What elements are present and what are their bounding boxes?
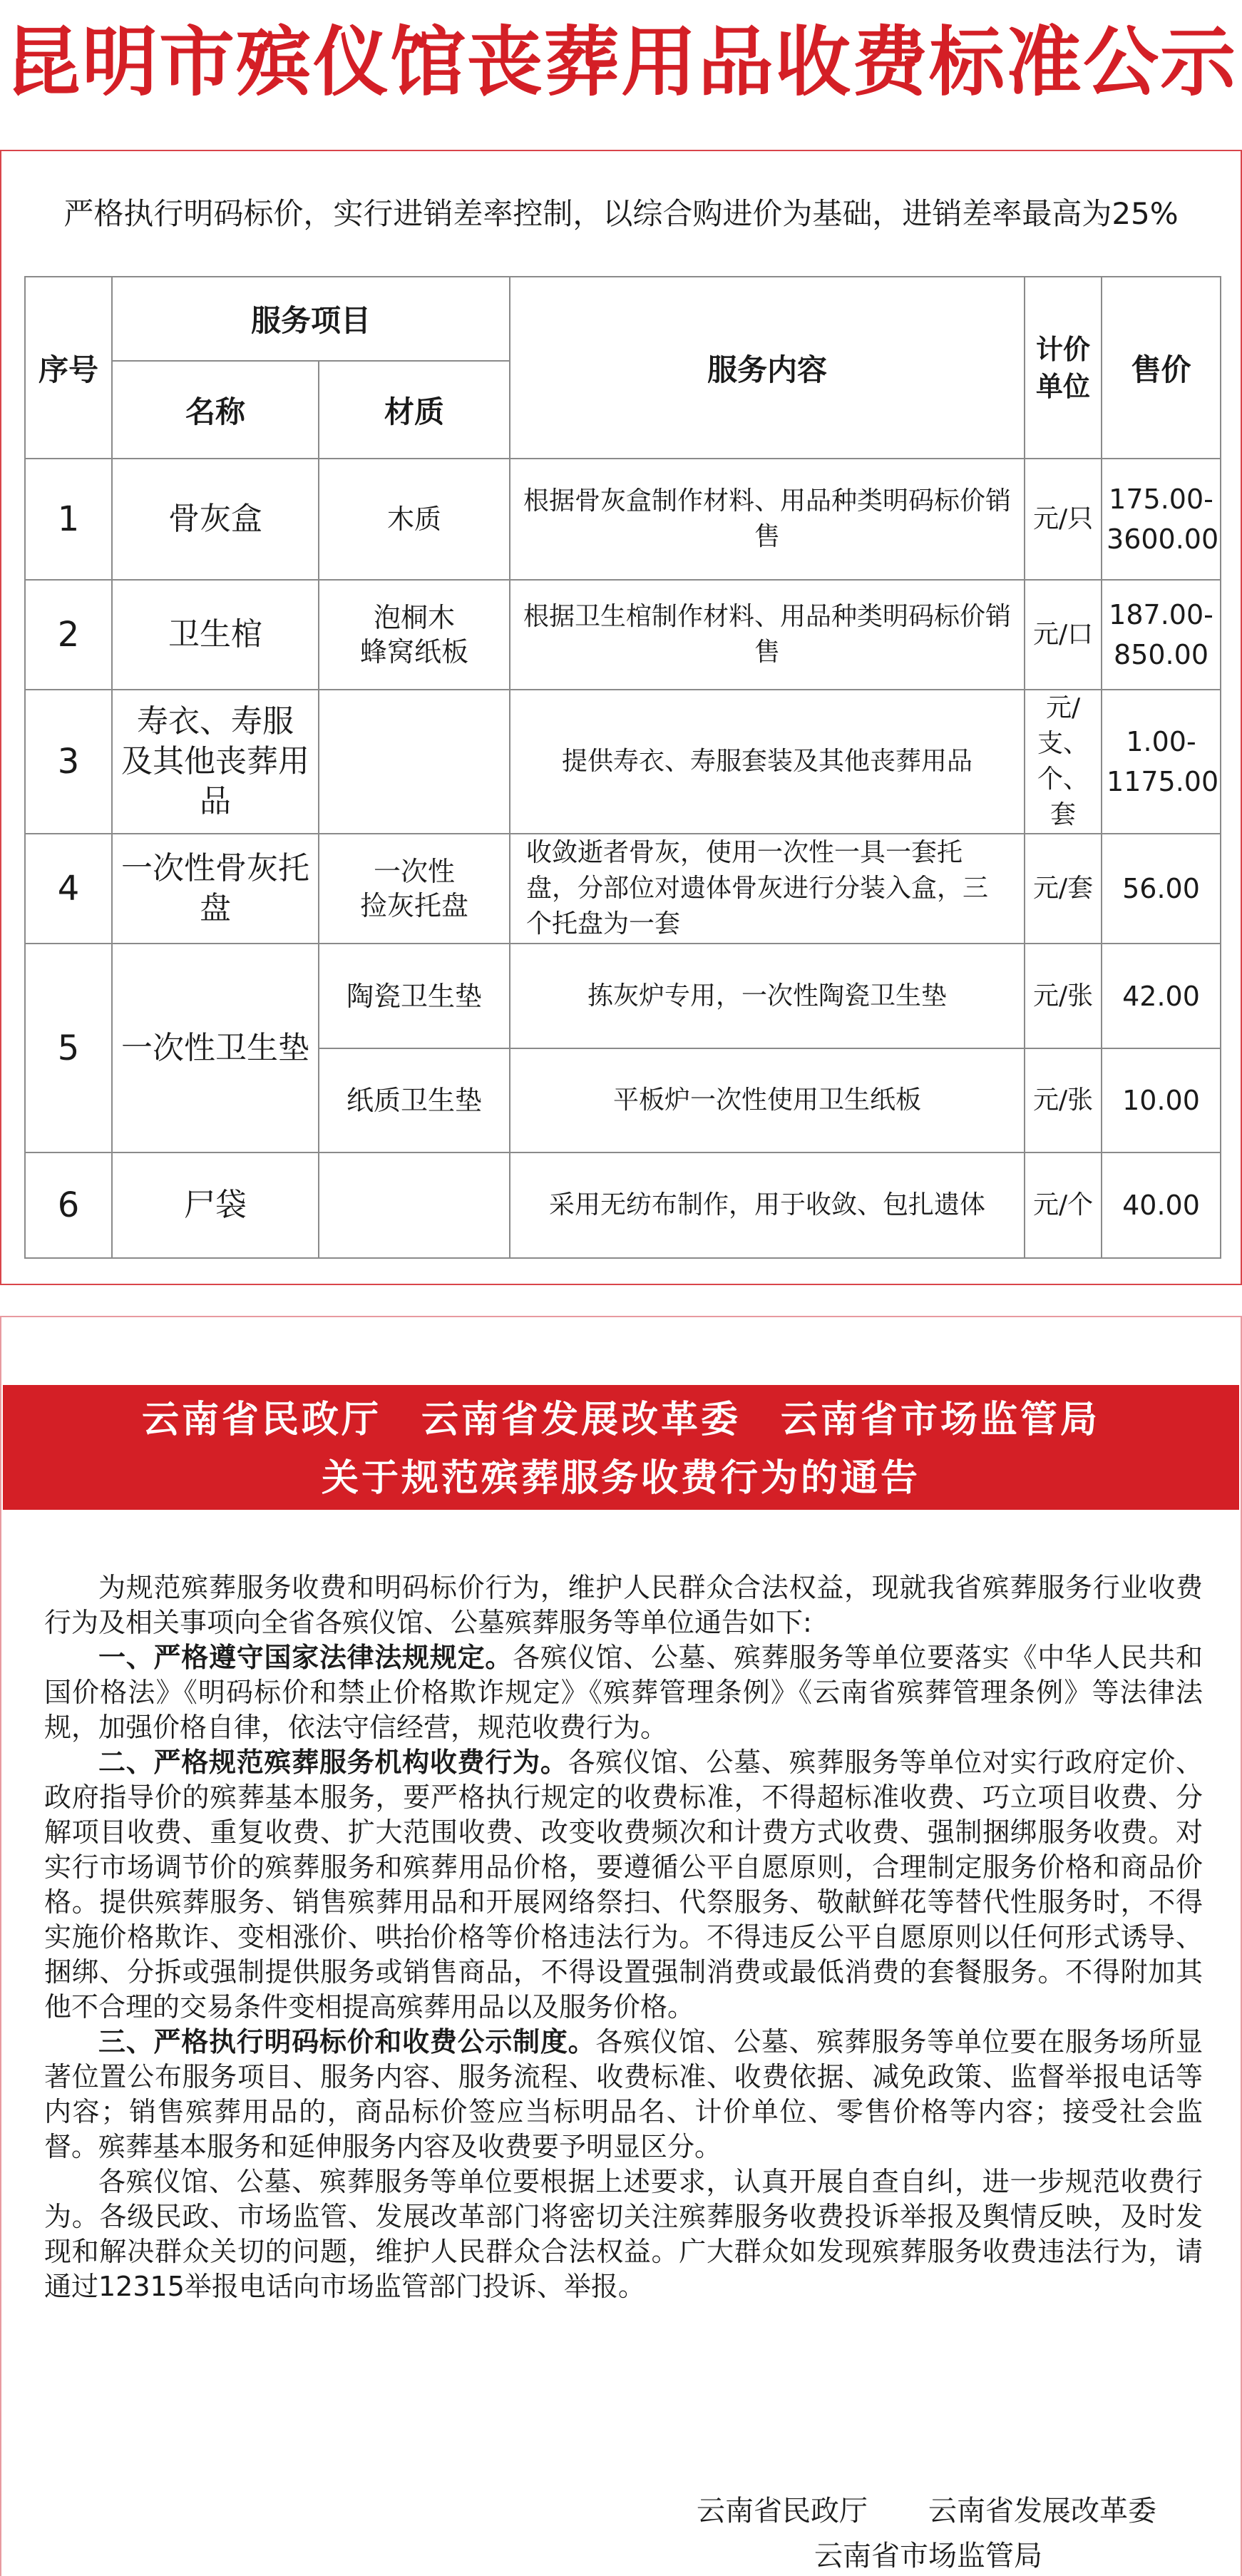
cell-price: 10.00 [1102,1048,1221,1152]
cell-content: 拣灰炉专用，一次性陶瓷卫生垫 [510,944,1025,1048]
header-no: 序号 [25,277,112,459]
cell-price: 187.00-850.00 [1102,580,1221,690]
header-unit: 计价单位 [1025,277,1102,459]
cell-unit: 元/只 [1025,459,1102,580]
cell-no: 3 [25,690,112,834]
header-content: 服务内容 [510,277,1025,459]
banner-issuers: 云南省民政厅 云南省发展改革委 云南省市场监管局 [141,1399,1100,1441]
header-price: 售价 [1102,277,1221,459]
section-heading: 三、严格执行明码标价和收费公示制度。 [98,2026,596,2058]
cell-no: 5 [25,944,112,1152]
notice-paragraph: 为规范殡葬服务收费和明码标价行为，维护人民群众合法权益，现就我省殡葬服务行业收费行为及相关事项向全省各殡仪馆、公墓殡葬服务等单位通告如下: [44,1572,1203,1638]
cell-material [319,1152,510,1258]
section-text: 各殡仪馆、公墓、殡葬服务等单位要落实《中华人民共和国价格法》《明码标价和禁止价格欺诈规定》《殡葬管理条例》《云南省殡葬管理条例》等法律法规，加强价格自律，依法守信经营，规范收费行为。 [44,1642,1203,1743]
header-material: 材质 [319,361,510,459]
page-title: 昆明市殡仪馆丧葬用品收费标准公示 [5,19,1237,106]
notice-panel [0,1316,1242,2576]
cell-price: 1.00-1175.00 [1102,690,1221,834]
cell-content: 提供寿衣、寿服套装及其他丧葬用品 [510,690,1025,834]
cell-content: 采用无纺布制作，用于收敛、包扎遗体 [510,1152,1025,1258]
cell-price: 56.00 [1102,834,1221,944]
notice-banner [3,1385,1239,1510]
signature-market-regulation: 云南省市场监管局 [814,2540,1042,2572]
intro-text: 严格执行明码标价，实行进销差率控制，以综合购进价为基础，进销差率最高为25% [63,196,1179,231]
table-row [25,580,1221,690]
cell-no: 2 [25,580,112,690]
banner-title: 关于规范殡葬服务收费行为的通告 [321,1457,920,1500]
cell-no: 4 [25,834,112,944]
cell-name: 一次性骨灰托盘 [112,834,319,944]
fee-standard-panel [0,150,1242,1285]
cell-unit: 元/张 [1025,944,1102,1048]
cell-material: 纸质卫生垫 [319,1048,510,1152]
notice-body [44,1570,1203,2304]
fee-table [24,276,1221,1259]
cell-name: 尸袋 [112,1152,319,1258]
cell-material: 泡桐木 蜂窝纸板 [319,580,510,690]
notice-paragraph [44,1640,1203,1745]
cell-name: 寿衣、寿服 及其他丧葬用品 [112,690,319,834]
cell-material: 陶瓷卫生垫 [319,944,510,1048]
section-heading: 二、严格规范殡葬服务机构收费行为。 [98,1747,568,1778]
cell-price: 40.00 [1102,1152,1221,1258]
notice-paragraph [44,1745,1203,2025]
cell-name: 骨灰盒 [112,459,319,580]
table-row [25,944,1221,1048]
notice-paragraph: 各殡仪馆、公墓、殡葬服务等单位要根据上述要求，认真开展自查自纠，进一步规范收费行为。各级民政、市场监管、发展改革部门将密切关注殡葬服务收费投诉举报及舆情反映，及时发现和解决群众关切的问题，维护人民群众合法权益。广大群众如发现殡葬服务收费违法行为，请通过12315举报电话向市场监管部门投诉、举报。 [44,2166,1203,2302]
cell-material: 一次性 捡灰托盘 [319,834,510,944]
cell-material [319,690,510,834]
signature-civil-affairs: 云南省民政厅 [697,2495,868,2528]
table-row [25,1152,1221,1258]
cell-content: 根据骨灰盒制作材料、用品种类明码标价销售 [510,459,1025,580]
cell-unit: 元/支、个、套 [1025,690,1102,834]
header-service-item: 服务项目 [112,277,510,361]
cell-name: 一次性卫生垫 [112,944,319,1152]
cell-content: 根据卫生棺制作材料、用品种类明码标价销售 [510,580,1025,690]
section-text: 各殡仪馆、公墓、殡葬服务等单位要在服务场所显著位置公布服务项目、服务内容、服务流程、收费标准、收费依据、减免政策、监督举报电话等内容；销售殡葬用品的，商品标价签应当标明品名、计价单位、零售价格等内容；接受社会监督。殡葬基本服务和延伸服务内容及收费要予明显区分。 [44,2026,1203,2162]
header-name: 名称 [112,361,319,459]
cell-name: 卫生棺 [112,580,319,690]
cell-material: 木质 [319,459,510,580]
cell-unit: 元/个 [1025,1152,1102,1258]
cell-no: 1 [25,459,112,580]
table-row [25,459,1221,580]
cell-no: 6 [25,1152,112,1258]
cell-unit: 元/张 [1025,1048,1102,1152]
cell-content: 平板炉一次性使用卫生纸板 [510,1048,1025,1152]
cell-unit: 元/套 [1025,834,1102,944]
cell-unit: 元/口 [1025,580,1102,690]
cell-content: 收敛逝者骨灰，使用一次性一具一套托盘，分部位对遗体骨灰进行分装入盒，三个托盘为一套 [510,834,1025,944]
table-row [25,690,1221,834]
table-row [25,834,1221,944]
section-text: 各殡仪馆、公墓、殡葬服务等单位对实行政府定价、政府指导价的殡葬基本服务，要严格执行规定的收费标准，不得超标准收费、巧立项目收费、分解项目收费、重复收费、扩大范围收费、改变收费频次和计费方式收费、强制捆绑服务收费。对实行市场调节价的殡葬服务和殡葬用品价格，要遵循公平自愿原则，合理制定服务价格和商品价格。提供殡葬服务、销售殡葬用品和开展网络祭扫、代祭服务、敬献鲜花等替代性服务时，不得实施价格欺诈、变相涨价、哄抬价格等价格违法行为。不得违反公平自愿原则以任何形式诱导、捆绑、分拆或强制提供服务或销售商品，不得设置强制消费或最低消费的套餐服务。不得附加其他不合理的交易条件变相提高殡葬用品以及服务价格。 [44,1747,1203,2023]
cell-price: 42.00 [1102,944,1221,1048]
cell-price: 175.00-3600.00 [1102,459,1221,580]
signature-development-reform: 云南省发展改革委 [928,2495,1156,2528]
notice-paragraph [44,2025,1203,2164]
section-heading: 一、严格遵守国家法律法规规定。 [98,1642,513,1673]
